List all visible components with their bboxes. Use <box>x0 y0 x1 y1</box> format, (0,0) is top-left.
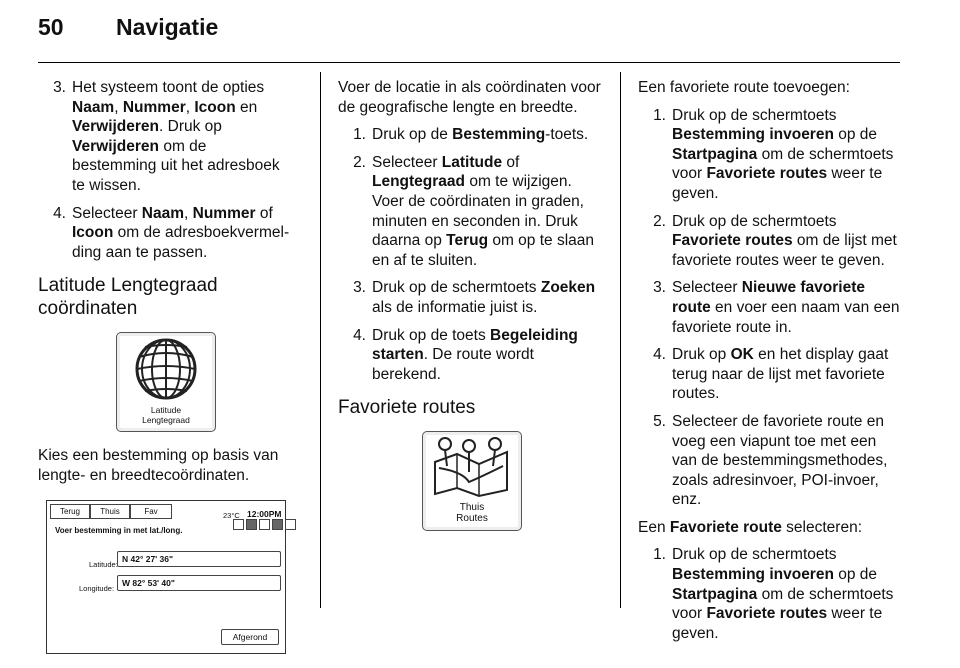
column-1 <box>38 78 294 668</box>
longitude-label: Longitude: <box>79 583 115 593</box>
text-run: om de schermtoets voor <box>672 585 894 623</box>
text-run: op de <box>833 566 878 584</box>
text-run: Een <box>638 518 670 536</box>
list-item <box>46 204 294 263</box>
item-text <box>672 107 893 202</box>
column-3 <box>638 78 904 651</box>
text-run: om de lijst met favoriete routes weer te geven. <box>672 232 897 269</box>
emphasis-text: Verwijderen <box>72 118 160 136</box>
intro-paragraph: Voer de locatie in als coördinaten voor de geografische lengte en breedte. <box>338 79 601 116</box>
emphasis-text: Naam <box>72 98 115 116</box>
icon-caption: Thuis Routes <box>456 502 488 525</box>
emphasis-text: Naam <box>141 204 185 222</box>
emphasis-text: Nummer <box>192 204 256 222</box>
options-list <box>46 78 294 262</box>
item-number: 4. <box>353 326 366 344</box>
icon-caption: Latitude Lengtegraad <box>142 405 190 426</box>
text-run: om op te slaan en af te sluiten. <box>372 232 595 269</box>
text-run: Selecteer <box>72 204 142 222</box>
tab-terug[interactable]: Terug <box>50 504 90 519</box>
item-text <box>72 79 280 194</box>
list-item <box>646 106 904 204</box>
emphasis-text: Startpagina <box>672 585 758 603</box>
emphasis-text: Icoon <box>194 98 236 116</box>
intro-paragraph-2 <box>638 518 904 538</box>
emphasis-text: Favoriete routes <box>706 605 828 623</box>
list-item <box>346 326 606 385</box>
column-divider <box>320 72 321 608</box>
item-number: 1. <box>653 546 666 564</box>
text-run: op de <box>833 126 878 144</box>
text-run: om de bestemming uit het adresboek te wissen. <box>72 137 280 194</box>
emphasis-text: Startpagina <box>672 145 758 163</box>
item-number: 5. <box>653 412 666 430</box>
text-run: Selecteer de favoriete route en voeg een viapunt toe met een van de bestemmingsmethodes, zoals adresinvoer, POI-invoer, enz. <box>672 412 888 509</box>
page-header <box>0 0 960 60</box>
figure <box>38 332 294 432</box>
coordinate-entry-screen <box>46 500 286 654</box>
item-number: 3. <box>353 279 366 297</box>
item-text <box>372 327 578 383</box>
item-text <box>372 126 588 143</box>
text-run: Druk op de schermtoets <box>672 546 837 564</box>
emphasis-text: Nummer <box>122 98 186 116</box>
intro-paragraph: Een favoriete route toevoegen: <box>638 79 850 96</box>
steps-list <box>346 125 606 384</box>
emphasis-text: Verwijderen <box>72 137 160 155</box>
text-run: Druk op de <box>372 126 453 144</box>
list-item <box>646 412 904 510</box>
emphasis-text: Zoeken <box>540 279 596 297</box>
column-2 <box>338 78 606 545</box>
favorite-routes-button-illustration <box>422 431 522 531</box>
item-number: 2. <box>653 212 666 230</box>
emphasis-text: Favoriete routes <box>672 232 793 250</box>
text-run: om te wijzigen. Voer de coördinaten in graden, minuten en seconden in. Druk daarna op <box>372 173 584 250</box>
list-item <box>346 125 606 145</box>
item-text <box>72 205 289 261</box>
text-run: Selecteer <box>672 279 742 297</box>
item-text <box>672 546 893 641</box>
text-run: selecteren: <box>781 518 863 536</box>
list-item <box>646 545 904 643</box>
steps-list <box>646 106 904 510</box>
tab-fav[interactable]: Fav <box>130 504 172 519</box>
done-button[interactable]: Afgerond <box>221 629 279 645</box>
emphasis-text: Bestemming invoeren <box>672 566 834 584</box>
clock: 12:00PM <box>247 508 282 519</box>
text-run: . De route wordt berekend. <box>372 346 534 383</box>
steps-list-2 <box>646 545 904 643</box>
temperature: 23°C <box>223 510 240 520</box>
latitude-label: Latitude: <box>89 559 118 569</box>
text-run: om de adresboekvermelding aan te passen. <box>72 224 290 261</box>
section-heading: Latitude Lengtegraad coördinaten <box>38 275 218 320</box>
text-run: Druk op de schermtoets <box>672 106 837 124</box>
item-number: 1. <box>353 126 366 144</box>
text-run: weer te geven. <box>672 165 883 202</box>
item-text <box>372 279 595 316</box>
text-run: Druk op de schermtoets <box>372 279 541 297</box>
longitude-field[interactable]: W 82° 53' 40" <box>117 575 281 591</box>
emphasis-text: Favoriete route <box>669 518 782 536</box>
item-number: 4. <box>53 204 66 222</box>
globe-icon <box>117 333 215 403</box>
text-run: Druk op <box>672 346 731 364</box>
status-icon <box>259 519 270 530</box>
latitude-button-illustration <box>116 332 216 432</box>
text-run: en <box>235 98 258 116</box>
item-text <box>672 279 899 335</box>
text-run: en het display gaat terug naar de lijst met favoriete routes. <box>672 346 889 403</box>
figure <box>338 431 606 531</box>
emphasis-text: Bestemming invoeren <box>672 126 834 144</box>
status-icon <box>272 519 283 530</box>
text-run: of <box>502 153 520 171</box>
tab-thuis[interactable]: Thuis <box>90 504 130 519</box>
text-run: weer te geven. <box>672 605 883 642</box>
text-run: -toets. <box>545 126 589 144</box>
list-item <box>646 345 904 404</box>
route-map-icon <box>423 432 521 498</box>
text-run: , <box>185 98 195 116</box>
emphasis-text: Bestemming <box>452 126 546 144</box>
item-text <box>672 213 897 269</box>
body-paragraph: Kies een bestemming op basis van lengte- en breedtecoördinaten. <box>38 447 279 484</box>
list-item <box>346 278 606 317</box>
list-item <box>646 278 904 337</box>
item-text <box>372 154 594 269</box>
section-heading: Favoriete routes <box>338 397 476 419</box>
emphasis-text: Latitude <box>441 153 503 171</box>
list-item <box>46 78 294 196</box>
text-run: Selecteer <box>372 153 442 171</box>
item-text <box>672 413 887 508</box>
screen-prompt: Voer bestemming in met lat./long. <box>55 525 183 535</box>
emphasis-text: Icoon <box>72 224 114 242</box>
item-number: 2. <box>353 153 366 171</box>
emphasis-text: Lengtegraad <box>372 173 466 191</box>
item-number: 1. <box>653 106 666 124</box>
text-run: , <box>114 98 123 116</box>
item-number: 3. <box>53 79 66 96</box>
text-run: , <box>184 204 193 222</box>
latitude-field[interactable]: N 42° 27' 36" <box>117 551 281 567</box>
column-divider <box>620 72 621 608</box>
text-run: of <box>255 204 273 222</box>
emphasis-text: Terug <box>446 232 489 250</box>
status-icon <box>246 519 257 530</box>
screen-figure <box>38 500 294 654</box>
emphasis-text: Nieuwe favoriete route <box>672 279 865 316</box>
emphasis-text: OK <box>730 346 754 364</box>
item-number: 3. <box>653 279 666 297</box>
text-run: Druk op de schermtoets <box>672 212 837 230</box>
status-icon <box>285 519 296 530</box>
list-item <box>646 212 904 271</box>
item-text <box>672 346 888 402</box>
item-number: 4. <box>653 346 666 364</box>
text-run: . Druk op <box>159 118 222 136</box>
emphasis-text: Favoriete routes <box>706 165 828 183</box>
header-rule <box>38 62 900 63</box>
page-number: 50 <box>38 14 64 40</box>
emphasis-text: Begeleiding starten <box>372 326 578 364</box>
text-run: als de informatie juist is. <box>372 298 538 316</box>
status-icon <box>233 519 244 530</box>
list-item <box>346 153 606 271</box>
text-run: Het systeem toont de opties <box>72 79 265 96</box>
text-run: en voer een naam van een favoriete route in. <box>672 298 900 336</box>
status-icons <box>233 519 296 530</box>
page-title: Navigatie <box>116 14 219 40</box>
text-run: Druk op de toets <box>372 326 491 344</box>
text-run: om de schermtoets voor <box>672 145 894 183</box>
